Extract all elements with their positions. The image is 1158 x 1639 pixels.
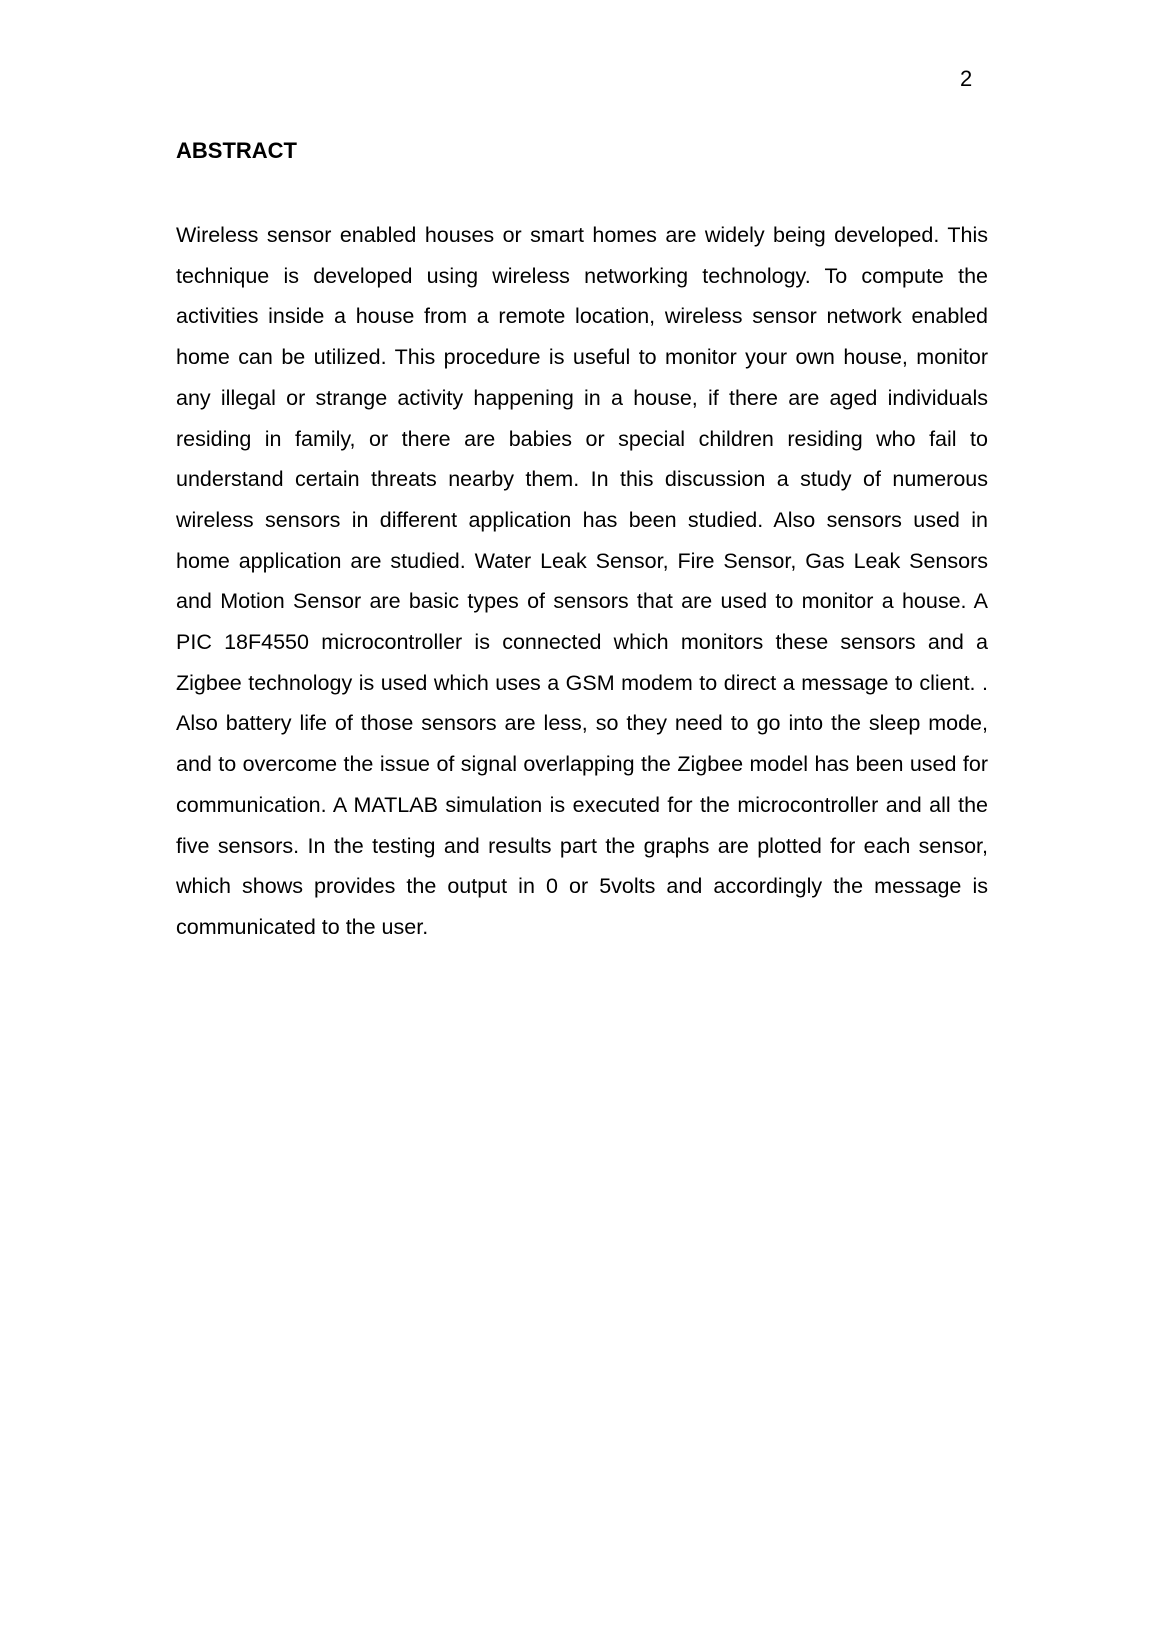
abstract-heading: ABSTRACT	[176, 138, 297, 163]
abstract-body: Wireless sensor enabled houses or smart homes are widely being developed. This technique is developed using wireless networking technology. To compute the activities inside a house from a remote location, wireless sensor network enabled home can be utilized. This procedure is useful to monitor your own house, monitor any illegal or strange activity happening in a house, if there are aged individuals residing in family, or there are babies or special children residing who fail to understand certain threats nearby them. In this discussion a study of numerous wireless sensors in different application has been studied. Also sensors used in home application are studied. Water Leak Sensor, Fire Sensor, Gas Leak Sensors and Motion Sensor are basic types of sensors that are used to monitor a house. A PIC 18F4550 microcontroller is connected which monitors these sensors and a Zigbee technology is used which uses a GSM modem to direct a message to client. . Also battery life of those sensors are less, so they need to go into the sleep mode, and to overcome the issue of signal overlapping the Zigbee model has been used for communication. A MATLAB simulation is executed for the microcontroller and all the five sensors. In the testing and results part the graphs are plotted for each sensor, which shows provides the output in 0 or 5volts and accordingly the message is communicated to the user.	[176, 223, 988, 939]
page-number: 2	[960, 66, 973, 91]
